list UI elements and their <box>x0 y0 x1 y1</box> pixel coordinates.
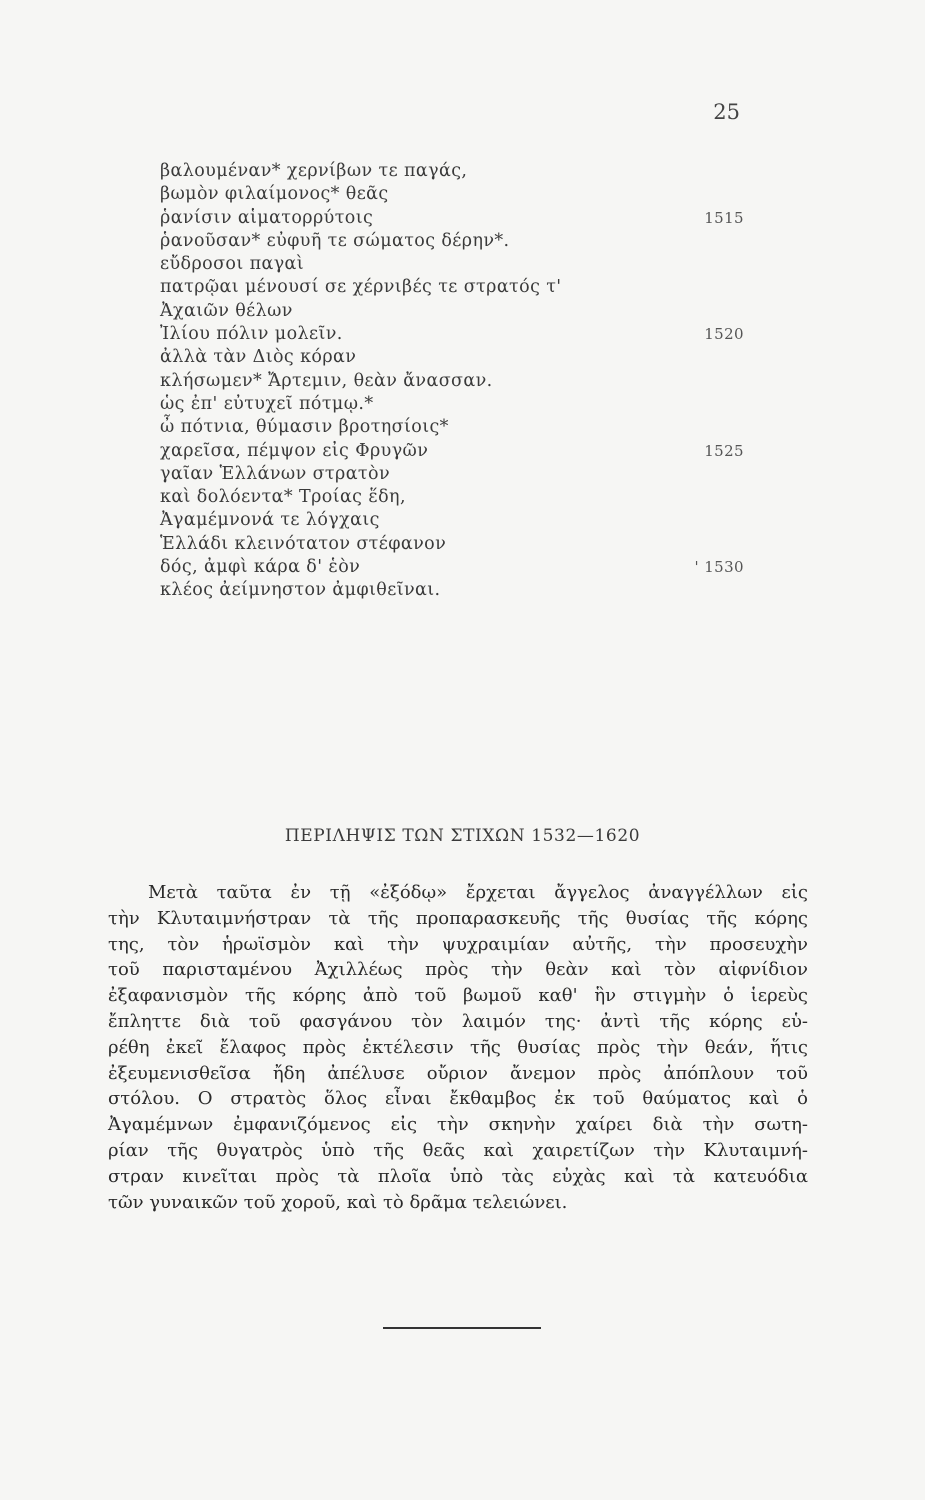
verse-text: πατρῷαι μένουσί σε χέρνιβές τε στρατός τ' <box>160 277 562 298</box>
summary-line: ρέθη ἐκεῖ ἔλαφος πρὸς ἐκτέλεσιν τῆς θυσίας πρὸς τὴν θεάν, ἥτις <box>108 1036 808 1058</box>
summary-line: τῶν γυναικῶν τοῦ χοροῦ, καὶ τὸ δρᾶμα τελειώνει. <box>108 1191 568 1213</box>
verse-text: εὔδροσοι παγαὶ <box>160 254 305 275</box>
verse-line <box>160 276 750 299</box>
summary-heading: ΠΕΡΙΛΗΨΙΣ ΤΩΝ ΣΤΙΧΩΝ 1532—1620 <box>284 826 641 846</box>
verse-text: γαῖαν Ἑλλάνων στρατὸν <box>160 463 390 484</box>
line-number: ' 1530 <box>694 558 744 577</box>
summary-line: ἐξευμενισθεῖσα ἤδη ἀπέλυσε οὔριον ἄνεμον πρὸς ἀπόπλουν τοῦ <box>108 1062 808 1084</box>
verse-text: δός, ἀμφὶ κάρα δ' ἑὸν <box>160 557 361 578</box>
verse-text: κλήσωμεν* Ἄρτεμιν, θεὰν ἄνασσαν. <box>160 370 493 391</box>
verse-line <box>160 533 750 556</box>
summary-line: Μετὰ ταῦτα ἐν τῇ «ἐξόδῳ» ἔρχεται ἄγγελος ἀναγγέλλων εἰς <box>148 882 808 903</box>
verse-text: Ἀγαμέμνονά τε λόγχαις <box>160 510 380 531</box>
page-number: 25 <box>713 100 740 124</box>
verse-line <box>160 463 750 486</box>
verse-text: Ἑλλάδι κλεινότατον στέφανον <box>160 533 447 554</box>
verse-line <box>160 207 750 230</box>
verse-text: βωμὸν φιλαίμονος* θεᾶς <box>160 184 389 205</box>
summary-paragraph <box>108 880 808 1215</box>
verse-text: Ἀχαιῶν θέλων <box>160 300 293 321</box>
verse-line <box>160 160 750 183</box>
verse-line <box>160 486 750 509</box>
verse-line <box>160 440 750 463</box>
summary-line: στόλου. Ο στρατὸς ὅλος εἶναι ἔκθαμβος ἐκ τοῦ θαύματος καὶ ὁ <box>108 1088 808 1110</box>
verse-line <box>160 253 750 276</box>
line-number: 1525 <box>704 441 744 460</box>
verse-text: καὶ δολόεντα* Τροίας ἕδη, <box>160 487 406 508</box>
summary-line: τοῦ παρισταμένου Ἀχιλλέως πρὸς τὴν θεὰν καὶ τὸν αἰφνίδιον <box>108 959 808 981</box>
verse-text: κλέος ἀείμνηστον ἀμφιθεῖναι. <box>160 580 441 601</box>
verse-line <box>160 393 750 416</box>
verse-block <box>160 160 750 603</box>
verse-line <box>160 183 750 206</box>
verse-text: ἀλλὰ τὰν Διὸς κόραν <box>160 347 357 368</box>
verse-line <box>160 556 750 579</box>
verse-text: ὡς ἐπ' εὐτυχεῖ πότμῳ.* <box>160 393 374 414</box>
verse-text: ῥανοῦσαν* εὐφυῆ τε σώματος δέρην*. <box>160 230 510 251</box>
summary-line: ρίαν τῆς θυγατρὸς ὑπὸ τῆς θεᾶς καὶ χαιρετίζων τὴν Κλυταιμνή- <box>108 1139 808 1161</box>
line-number: 1520 <box>704 325 744 344</box>
verse-text: ὦ πότνια, θύμασιν βροτησίοις* <box>160 417 449 438</box>
verse-line <box>160 509 750 532</box>
verse-line <box>160 300 750 323</box>
summary-line: ἔπληττε διὰ τοῦ φασγάνου τὸν λαιμόν της· ἀντὶ τῆς κόρης εὑ- <box>108 1010 808 1032</box>
verse-line <box>160 323 750 346</box>
verse-line <box>160 230 750 253</box>
verse-line <box>160 416 750 439</box>
verse-line <box>160 370 750 393</box>
summary-line: ἐξαφανισμὸν τῆς κόρης ἀπὸ τοῦ βωμοῦ καθ' ἣν στιγμὴν ὁ ἱερεὺς <box>108 985 808 1007</box>
summary-line: Ἀγαμέμνων ἐμφανιζόμενος εἰς τὴν σκηνὴν χαίρει διὰ τὴν σωτη- <box>108 1114 808 1136</box>
verse-text: χαρεῖσα, πέμψον εἰς Φρυγῶν <box>160 440 429 461</box>
line-number: 1515 <box>704 208 744 227</box>
verse-line <box>160 346 750 369</box>
summary-line: της, τὸν ἡρωϊσμὸν καὶ τὴν ψυχραιμίαν αὐτῆς, τὴν προσευχὴν <box>108 933 808 955</box>
summary-line: τὴν Κλυταιμνήστραν τὰ τῆς προπαρασκευῆς τῆς θυσίας τῆς κόρης <box>108 907 808 929</box>
verse-text: ῥανίσιν αἱματορρύτοις <box>160 207 374 228</box>
verse-text: Ἰλίου πόλιν μολεῖν. <box>160 324 343 345</box>
verse-text: βαλουμέναν* χερνίβων τε παγάς, <box>160 161 468 181</box>
end-rule <box>383 1327 541 1329</box>
verse-line <box>160 579 750 602</box>
summary-line: στραν κινεῖται πρὸς τὰ πλοῖα ὑπὸ τὰς εὐχὰς καὶ τὰ κατευόδια <box>108 1165 808 1187</box>
